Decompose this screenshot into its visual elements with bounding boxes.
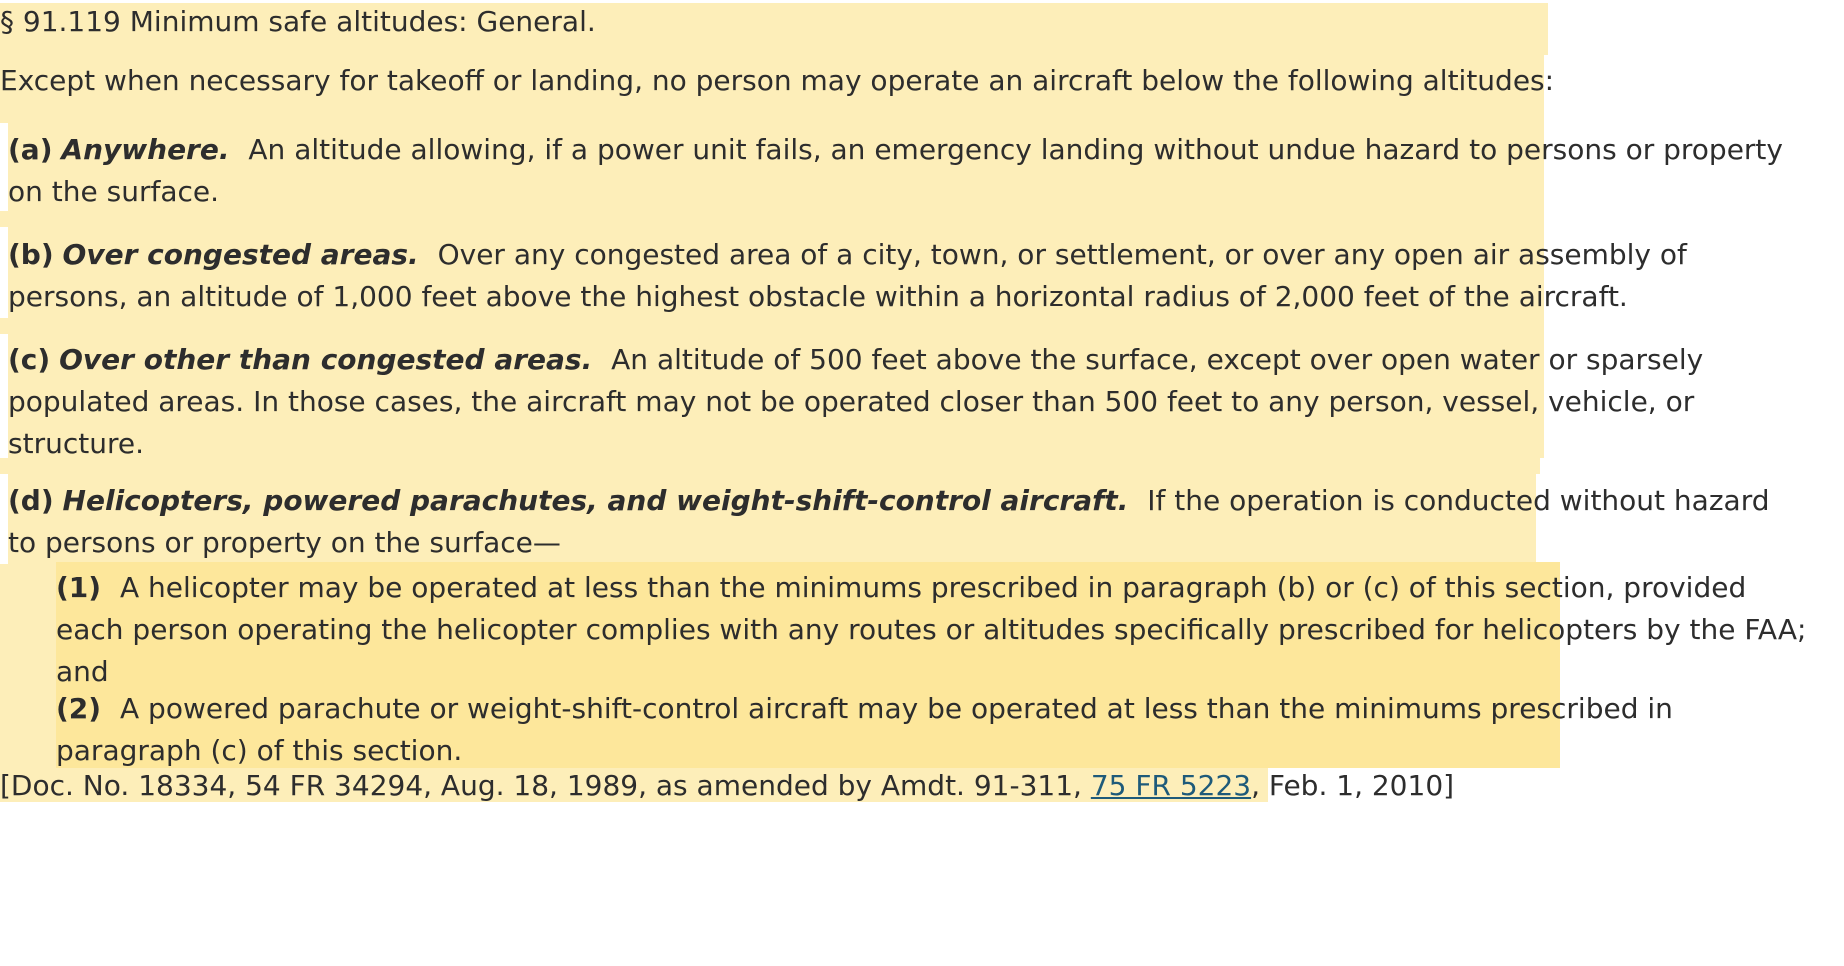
subparagraph-text: and	[56, 655, 109, 688]
subparagraph-text: each person operating the helicopter complies with any routes or altitudes specifically prescribed for helicopters by the FAA;	[56, 613, 1807, 646]
paragraph-label: (a)	[8, 133, 53, 166]
paragraph-heading: Over other than congested areas.	[59, 343, 593, 376]
highlight-d-margin	[0, 564, 56, 768]
paragraph-heading: Anywhere.	[61, 133, 230, 166]
subparagraph-label: (1)	[56, 571, 102, 604]
citation	[0, 765, 1454, 807]
federal-register-link[interactable]: 75 FR 5223	[1090, 769, 1252, 802]
paragraph-text: Over any congested area of a city, town, or settlement, or over any open air assembly of	[437, 238, 1687, 271]
intro-text: Except when necessary for takeoff or landing, no person may operate an aircraft below the following altitudes:	[0, 64, 1555, 97]
paragraph-heading: Helicopters, powered parachutes, and weight-shift-control aircraft.	[62, 484, 1129, 517]
citation-text: [Doc. No. 18334, 54 FR 34294, Aug. 18, 1989, as amended by Amdt. 91-311,	[0, 769, 1091, 802]
subparagraph-1	[56, 567, 1806, 693]
highlight-b-tail	[0, 318, 1544, 334]
paragraph-a	[8, 129, 1783, 213]
paragraph-text: on the surface.	[8, 175, 220, 208]
paragraph-heading: Over congested areas.	[62, 238, 419, 271]
paragraph-text: An altitude of 500 feet above the surface, except over open water or sparsely	[611, 343, 1704, 376]
paragraph-label: (c)	[8, 343, 51, 376]
paragraph-text: If the operation is conducted without hazard	[1147, 484, 1770, 517]
citation-text: , Feb. 1, 2010]	[1251, 769, 1455, 802]
paragraph-label: (b)	[8, 238, 54, 271]
paragraph-text: structure.	[8, 427, 144, 460]
paragraph-text: An altitude allowing, if a power unit fails, an emergency landing without undue hazard to persons or property	[248, 133, 1783, 166]
paragraph-text: populated areas. In those cases, the aircraft may not be operated closer than 500 feet to any person, vessel, vehicle, or	[8, 385, 1695, 418]
paragraph-label: (d)	[8, 484, 54, 517]
paragraph-text: persons, an altitude of 1,000 feet above the highest obstacle within a horizontal radius of 2,000 feet of the aircraft.	[8, 280, 1628, 313]
paragraph-d	[8, 480, 1769, 564]
subparagraph-2	[56, 688, 1673, 772]
section-title: § 91.119 Minimum safe altitudes: General.	[0, 5, 596, 38]
paragraph-text: to persons or property on the surface—	[8, 526, 561, 559]
subparagraph-label: (2)	[56, 692, 102, 725]
subparagraph-text: paragraph (c) of this section.	[56, 734, 463, 767]
paragraph-c	[8, 339, 1703, 465]
paragraph-b	[8, 234, 1687, 318]
subparagraph-text: A powered parachute or weight-shift-control aircraft may be operated at less than the minimums prescribed in	[119, 692, 1673, 725]
subparagraph-text: A helicopter may be operated at less than the minimums prescribed in paragraph (b) or (c) of this section, provided	[119, 571, 1747, 604]
highlight-a-tail	[0, 211, 1544, 227]
